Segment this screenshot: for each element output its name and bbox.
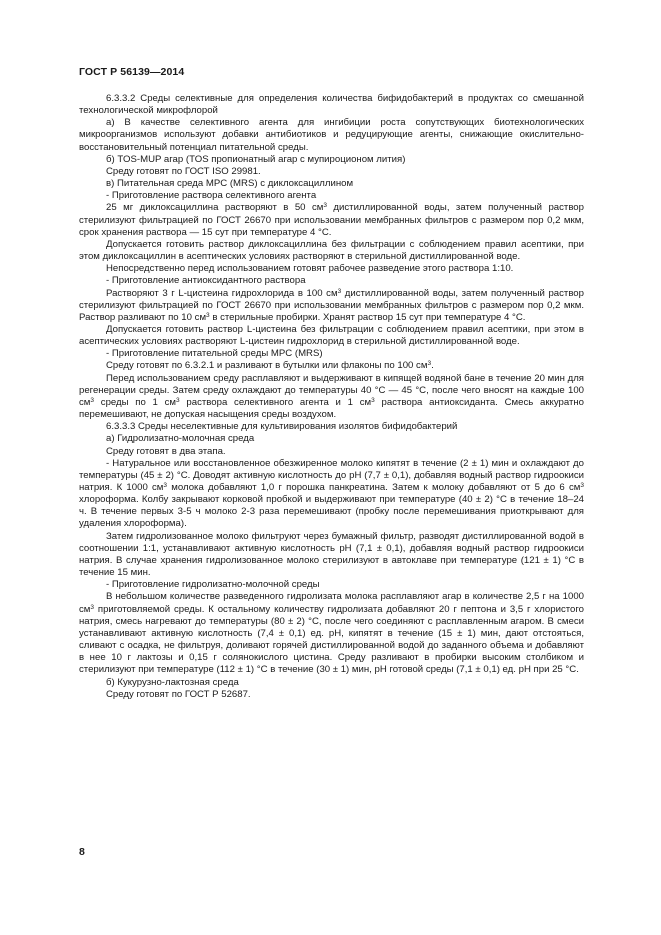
paragraph: Среду готовят по ГОСТ ISO 29981. [106,165,261,177]
paragraph: Среду готовят в два этапа. [106,445,226,457]
superscript-3: 3 [323,202,327,210]
superscript-3: 3 [206,311,210,319]
paragraph: Перед использованием среду расплавляют и выдерживают в кипящей водяной бане в течение 20 мин для регенерации среды. Затем среду охлаждают до температуры 40 °С — 45 °С, после чего вносят на каждые 100 $см^3$ среды по 1 $см^3$ раствора селективного агента и 1 $см^3$ раствора антиоксиданта. Смесь аккуратно перемешивают, не допуская насыщения среды воздухом. [79,372,585,421]
paragraph: 6.3.3.3 Среды неселективные для культивирования изолятов бифидобактерий [106,421,458,433]
superscript-3: 3 [163,482,168,489]
document-body [79,93,584,701]
superscript-3: 3 [371,396,375,404]
paragraph: 25 мг диклоксациллина растворяют в 50 $см^3$ дистиллированной воды, затем полученный раствор стерилизуют фильтрацией по ГОСТ 26670 при использовании мембранных фильтров с размером пор 0,2 мкм, срок хранения раствора — 15 сут при температуре 4 °С. [79,202,584,238]
paragraph: Затем гидролизованное молоко фильтруют через бумажный фильтр, разводят дистиллированной водой в соотношении 1:1, устанавливают активную кислотность pH (7,1 ± 0,1), добавляя водный раствор гидроокиси натрия. В случае хранения гидролизованное молоко стерилизуют в автоклаве при температуре (121 ± 1) °С в течение 15 мин. [79,530,584,579]
superscript-3: 3 [176,396,180,404]
paragraph: а) В качестве селективного агента для ингибиции роста сопутствующих биотехнологических микроорганизмов используют добавки антибиотиков и редуцирующие агенты, снижающие окислительно-восстановительный потенциал питательной среды. [79,117,584,153]
paragraph: Непосредственно перед использованием готовят рабочее разведение этого раствора 1:10. [106,263,514,275]
paragraph: - Приготовление раствора селективного агента [106,190,317,202]
paragraph: - Приготовление питательной среды MPC (MRS) [106,348,323,360]
paragraph: б) TOS-MUP агар (TOS пропионатный агар с мупироционом лития) [106,153,406,165]
paragraph: - Натуральное или восстановленное обезжиренное молоко кипятят в течение (2 ± 1) мин и охлаждают до температуры (45 ± 2) °С. Доводят активную кислотность до pH (7,7 ± 0,1), добавляя водный раствор гидроокиси натрия. К 1000 $см^3$ молока добавляют 1,0 г порошка панкреатина. Затем к молоку добавляют от 5 до 6 $см^3$ хлороформа. Колбу закрывают корковой пробкой и выдерживают при температуре (40 ± 2) °С в течение 18–24 ч. В течение первых 3-5 ч молоко 2-3 раза перемешивают (пробку после перемешивания приоткрывают для удаления хлороформа). [79,457,584,530]
paragraph: - Приготовление гидролизатно-молочной среды [106,579,320,591]
paragraph: Допускается готовить раствор L-цистеина без фильтрации с соблюдением правил асептики, при этом в асептических условиях растворяют L-цистеин гидрохлорид в стерильной дистиллированной воде. [79,323,584,348]
superscript-3: 3 [337,287,342,295]
superscript-3: 3 [580,482,584,489]
paragraph: в) Питательная среда MPC (MRS) с диклоксациллином [106,178,354,190]
paragraph: Допускается готовить раствор диклоксациллина без фильтрации с соблюдением правил асептики, при этом диклоксациллин в асептических условиях растворяют в стерильной дистиллированной воде. [79,238,584,263]
paragraph: - Приготовление антиоксидантного раствора [106,275,306,287]
page-number: 8 [79,846,85,858]
superscript-3: 3 [90,396,95,404]
paragraph: Среду готовят по ГОСТ Р 52687. [106,688,251,700]
superscript-3: 3 [427,360,432,368]
paragraph: б) Кукурузно-лактозная среда [106,676,239,688]
superscript-3: 3 [90,603,95,611]
paragraph: а) Гидролизатно-молочная среда [106,433,255,445]
document-header: ГОСТ Р 56139—2014 [79,66,185,78]
paragraph: В небольшом количестве разведенного гидролизата молока расплавляют агар в количестве 2,5 г на 1000 $см^3$ приготовляемой среды. К остальному количеству гидролизата добавляют 20 г пептона и 3,5 г хлористого натрия, смесь нагревают до температуры (80 ± 2) °С, после чего соединяют с расплавленным агаром. В смеси устанавливают активную кислотность (7,4 ± 0,1) ед. pH, кипятят в течение (15 ± 1) мин, дают отстояться, сливают с осадка, не фильтруя, доливают горячей дистиллированной водой до заданного объема и добавляют в нее 10 г лактозы и 0,15 г солянокислого цистина. Среду разливают в пробирки высоким столбиком и стерилизуют при температуре (112 ± 1) °С в течение (30 ± 1) мин, pH готовой среды (7,1 ± 0,1) ед. pH при 25 °С. [79,591,584,676]
paragraph: Среду готовят по 6.3.2.1 и разливают в бутылки или флаконы по 100 $см^3$. [106,360,434,372]
paragraph: 6.3.3.2 Среды селективные для определения количества бифидобактерий в продуктах со смешанной технологической микрофлорой [79,93,584,117]
paragraph: Растворяют 3 г L-цистеина гидрохлорида в 100 $см^3$ дистиллированной воды, затем полученный раствор стерилизуют фильтрацией по ГОСТ 26670 при использовании мембранных фильтров с размером пор 0,2 мкм. Раствор разливают по 10 $см^3$ в стерильные пробирки. Хранят раствор 15 сут при температуре 4 °С. [79,287,584,323]
